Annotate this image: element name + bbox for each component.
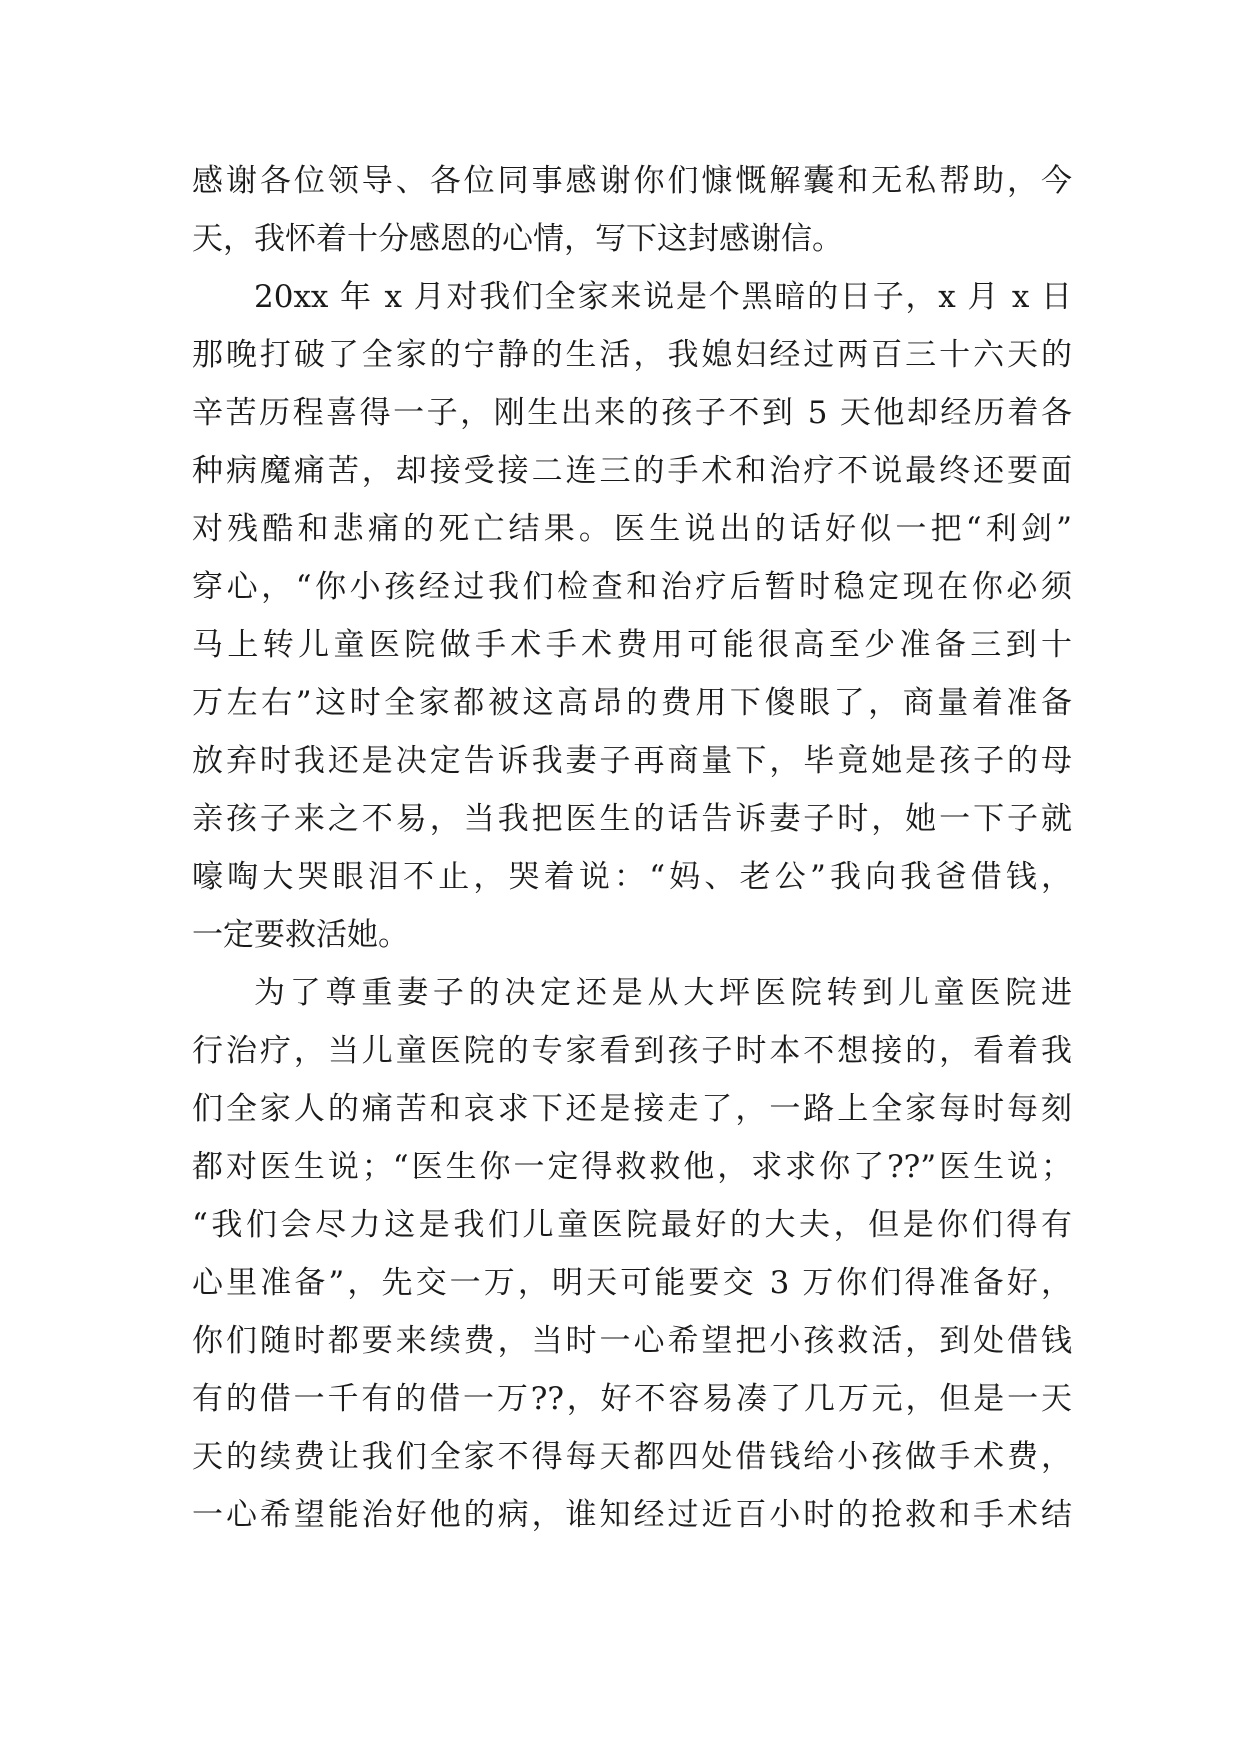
text-line: “我们会尽力这是我们儿童医院最好的大夫，但是你们得有 bbox=[192, 1207, 1072, 1243]
text-line: 心里准备”，先交一万，明天可能要交 3 万你们得准备好， bbox=[192, 1265, 1072, 1301]
text-line: 辛苦历程喜得一子，刚生出来的孩子不到 5 天他却经历着各 bbox=[192, 395, 1072, 431]
text-line: 天的续费让我们全家不得每天都四处借钱给小孩做手术费， bbox=[192, 1439, 1072, 1475]
text-line: 那晚打破了全家的宁静的生活，我媳妇经过两百三十六天的 bbox=[192, 337, 1072, 373]
text-line: 穿心，“你小孩经过我们检查和治疗后暂时稳定现在你必须 bbox=[192, 569, 1072, 605]
text-line: 对残酷和悲痛的死亡结果。医生说出的话好似一把“利剑” bbox=[192, 511, 1072, 547]
text-line: 一定要救活她。 bbox=[192, 917, 409, 953]
text-line: 为了尊重妻子的决定还是从大坪医院转到儿童医院进 bbox=[254, 975, 1072, 1011]
text-line: 马上转儿童医院做手术手术费用可能很高至少准备三到十 bbox=[192, 627, 1072, 663]
text-line: 亲孩子来之不易，当我把医生的话告诉妻子时，她一下子就 bbox=[192, 801, 1072, 837]
text-line: 20xx 年 x 月对我们全家来说是个黑暗的日子，x 月 x 日 bbox=[254, 279, 1072, 315]
text-line: 感谢各位领导、各位同事感谢你们慷慨解囊和无私帮助，今 bbox=[192, 163, 1072, 199]
text-line: 万左右”这时全家都被这高昂的费用下傻眼了，商量着准备 bbox=[192, 685, 1072, 721]
text-line: 有的借一千有的借一万??，好不容易凑了几万元，但是一天 bbox=[192, 1381, 1072, 1417]
text-line: 放弃时我还是决定告诉我妻子再商量下，毕竟她是孩子的母 bbox=[192, 743, 1072, 779]
text-line: 都对医生说；“医生你一定得救救他，求求你了??”医生说； bbox=[192, 1149, 1072, 1185]
text-line: 嚎啕大哭眼泪不止，哭着说：“妈、老公”我向我爸借钱， bbox=[192, 859, 1072, 895]
text-line: 种病魔痛苦，却接受接二连三的手术和治疗不说最终还要面 bbox=[192, 453, 1072, 489]
text-line: 你们随时都要来续费，当时一心希望把小孩救活，到处借钱 bbox=[192, 1323, 1072, 1359]
document-body bbox=[192, 152, 1072, 1544]
text-line: 一心希望能治好他的病，谁知经过近百小时的抢救和手术结 bbox=[192, 1497, 1072, 1533]
text-line: 们全家人的痛苦和哀求下还是接走了，一路上全家每时每刻 bbox=[192, 1091, 1072, 1127]
text-line: 天，我怀着十分感恩的心情，写下这封感谢信。 bbox=[192, 221, 843, 257]
text-line: 行治疗，当儿童医院的专家看到孩子时本不想接的，看着我 bbox=[192, 1033, 1072, 1069]
